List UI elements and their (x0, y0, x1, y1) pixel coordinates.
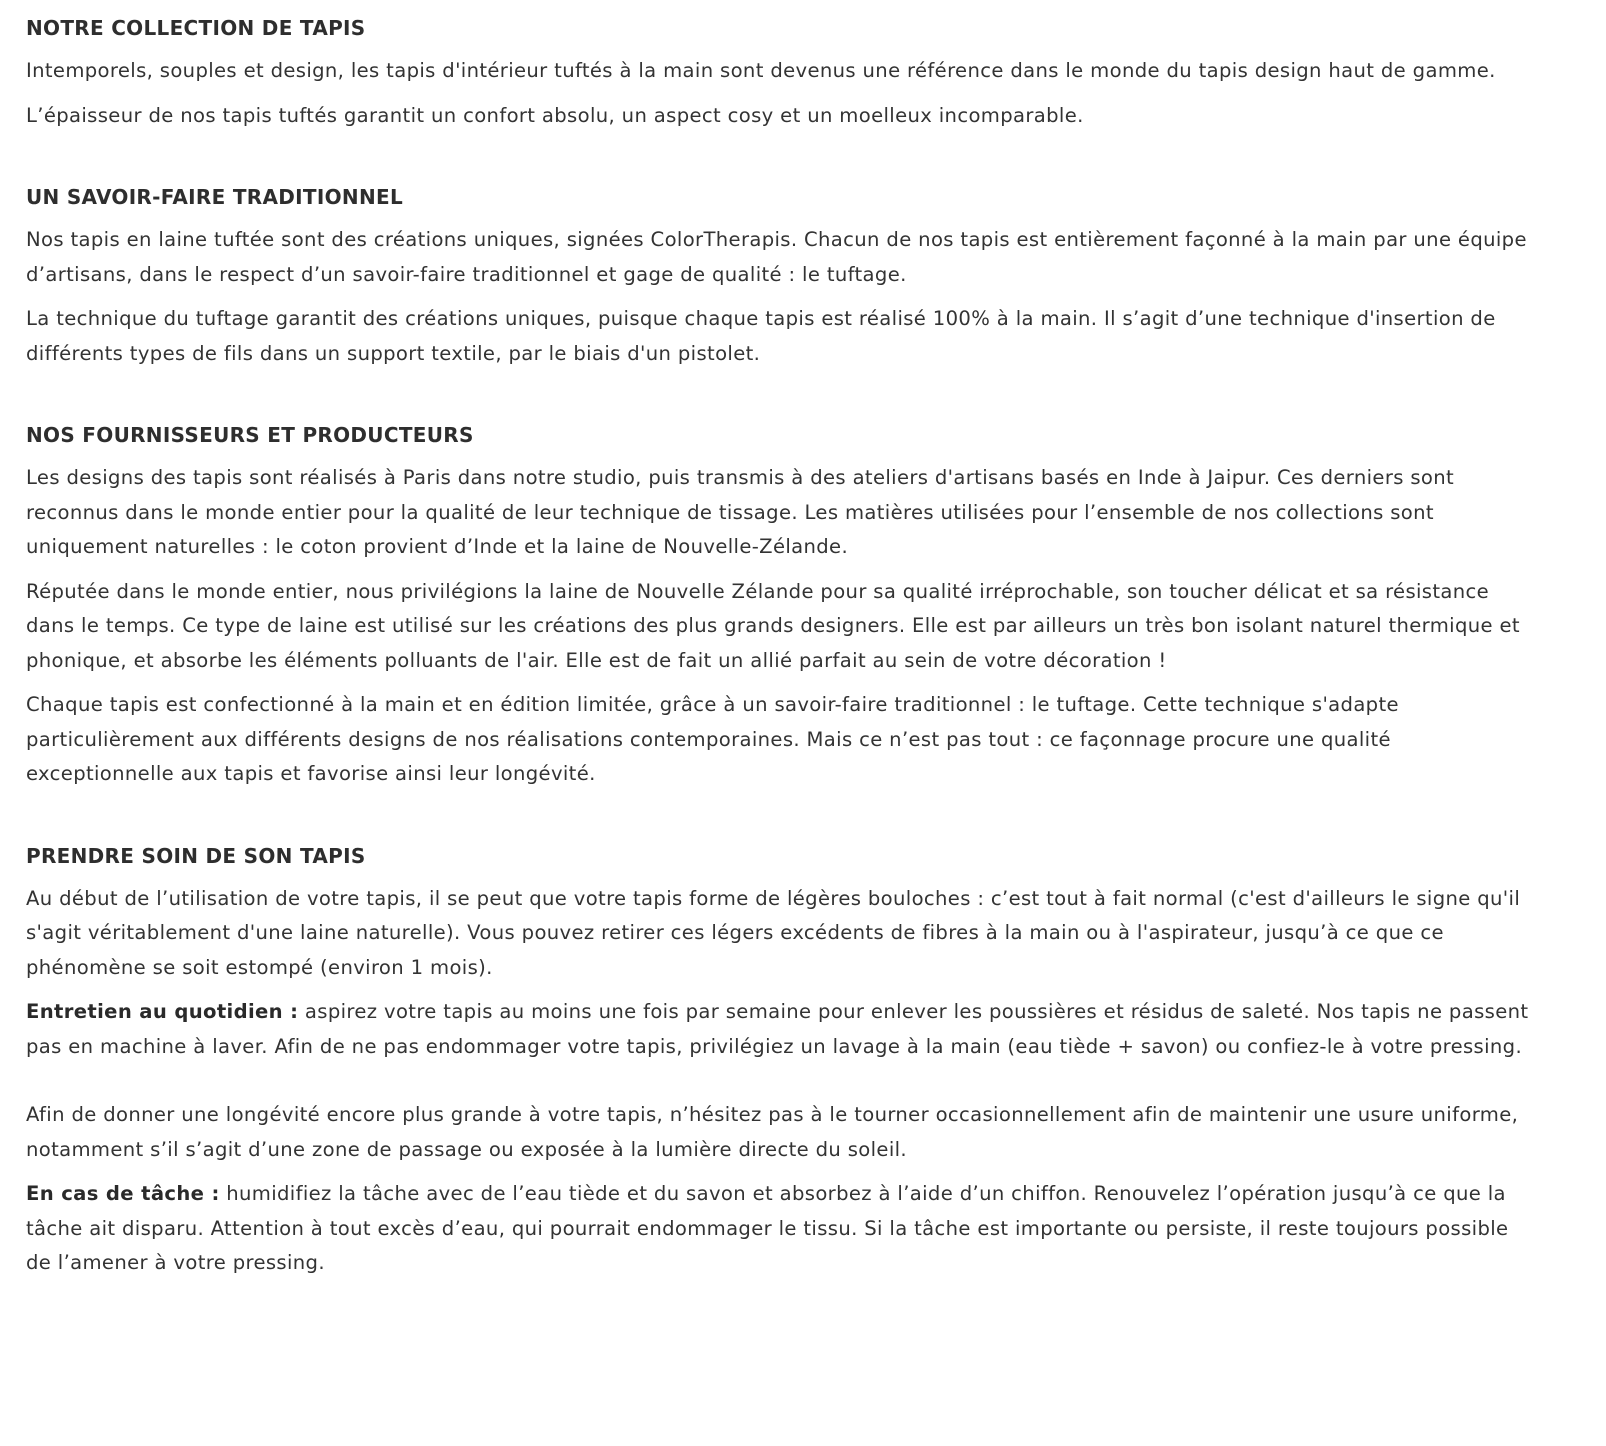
section-heading: NOS FOURNISSEURS ET PRODUCTEURS (26, 423, 474, 447)
paragraph: Intemporels, souples et design, les tapis d'intérieur tuftés à la main sont devenus une référence dans le monde du tapis design haut de gamme. (26, 59, 1496, 82)
daily-care-label: Entretien au quotidien : (26, 1000, 299, 1023)
section-savoir-faire (26, 185, 1534, 371)
section-entretien (26, 844, 1534, 1281)
paragraph: Nos tapis en laine tuftée sont des créations uniques, signées ColorTherapis. Chacun de nos tapis est entièrement façonné à la main par une équipe d’artisans, dans le respect d’un savoir-faire traditionnel et gage de qualité : le tuftage. (26, 228, 1527, 286)
paragraph: La technique du tuftage garantit des créations uniques, puisque chaque tapis est réalisé 100% à la main. Il s’agit d’une technique d'insertion de différents types de fils dans un support textile, par le biais d'un pistolet. (26, 307, 1496, 365)
section-heading: NOTRE COLLECTION DE TAPIS (26, 16, 366, 40)
stain-label: En cas de tâche : (26, 1182, 220, 1205)
section-heading: UN SAVOIR-FAIRE TRADITIONNEL (26, 185, 403, 209)
section-collection (26, 16, 1534, 133)
paragraph-daily-care (26, 995, 1534, 1064)
section-fournisseurs (26, 423, 1534, 792)
paragraph: Réputée dans le monde entier, nous privilégions la laine de Nouvelle Zélande pour sa qualité irréprochable, son toucher délicat et sa résistance dans le temps. Ce type de laine est utilisé sur les créations des plus grands designers. Elle est par ailleurs un très bon isolant naturel thermique et phonique, et absorbe les éléments polluants de l'air. Elle est de fait un allié parfait au sein de votre décoration ! (26, 579, 1520, 672)
daily-care-text: aspirez votre tapis au moins une fois par semaine pour enlever les poussières et résidus de saleté. Nos tapis ne passent pas en machine à laver. Afin de ne pas endommager votre tapis, privilégiez un lavage à la main (eau tiède + savon) ou confiez-le à votre pressing. (26, 1000, 1529, 1058)
stain-text: humidifiez la tâche avec de l’eau tiède et du savon et absorbez à l’aide d’un chiffon. Renouvelez l’opération jusqu’à ce que la tâche ait disparu. Attention à tout excès d’eau, qui pourrait endommager le tissu. Si la tâche est importante ou persiste, il reste toujours possible de l’amener à votre pressing. (26, 1182, 1509, 1274)
paragraph: L’épaisseur de nos tapis tuftés garantit un confort absolu, un aspect cosy et un moelleux incomparable. (26, 103, 1084, 127)
section-heading: PRENDRE SOIN DE SON TAPIS (26, 843, 366, 868)
paragraph-rotate: Afin de donner une longévité encore plus grande à votre tapis, n’hésitez pas à le tourner occasionnellement afin de maintenir une usure uniforme, notamment s’il s’agit d’une zone de passage ou exposée à la lumière directe du soleil. (26, 1103, 1519, 1161)
paragraph: Les designs des tapis sont réalisés à Paris dans notre studio, puis transmis à des ateliers d'artisans basés en Inde à Jaipur. Ces derniers sont reconnus dans le monde entier pour la qualité de leur technique de tissage. Les matières utilisées pour l’ensemble de nos collections sont uniquement naturelles : le coton provient d’Inde et la laine de Nouvelle-Zélande. (26, 466, 1455, 558)
paragraph: Chaque tapis est confectionné à la main et en édition limitée, grâce à un savoir-faire traditionnel : le tuftage. Cette technique s'adapte particulièrement aux différents designs de nos réalisations contemporaines. Mais ce n’est pas tout : ce façonnage procure une qualité exceptionnelle aux tapis et favorise ainsi leur longévité. (26, 693, 1399, 785)
paragraph-stain (26, 1177, 1534, 1281)
paragraph-intro: Au début de l’utilisation de votre tapis, il se peut que votre tapis forme de légères bouloches : c’est tout à fait normal (c'est d'ailleurs le signe qu'il s'agit véritablement d'une laine naturelle). Vous pouvez retirer ces légers excédents de fibres à la main ou à l'aspirateur, jusqu’à ce que ce phénomène se soit estompé (environ 1 mois). (26, 886, 1521, 979)
